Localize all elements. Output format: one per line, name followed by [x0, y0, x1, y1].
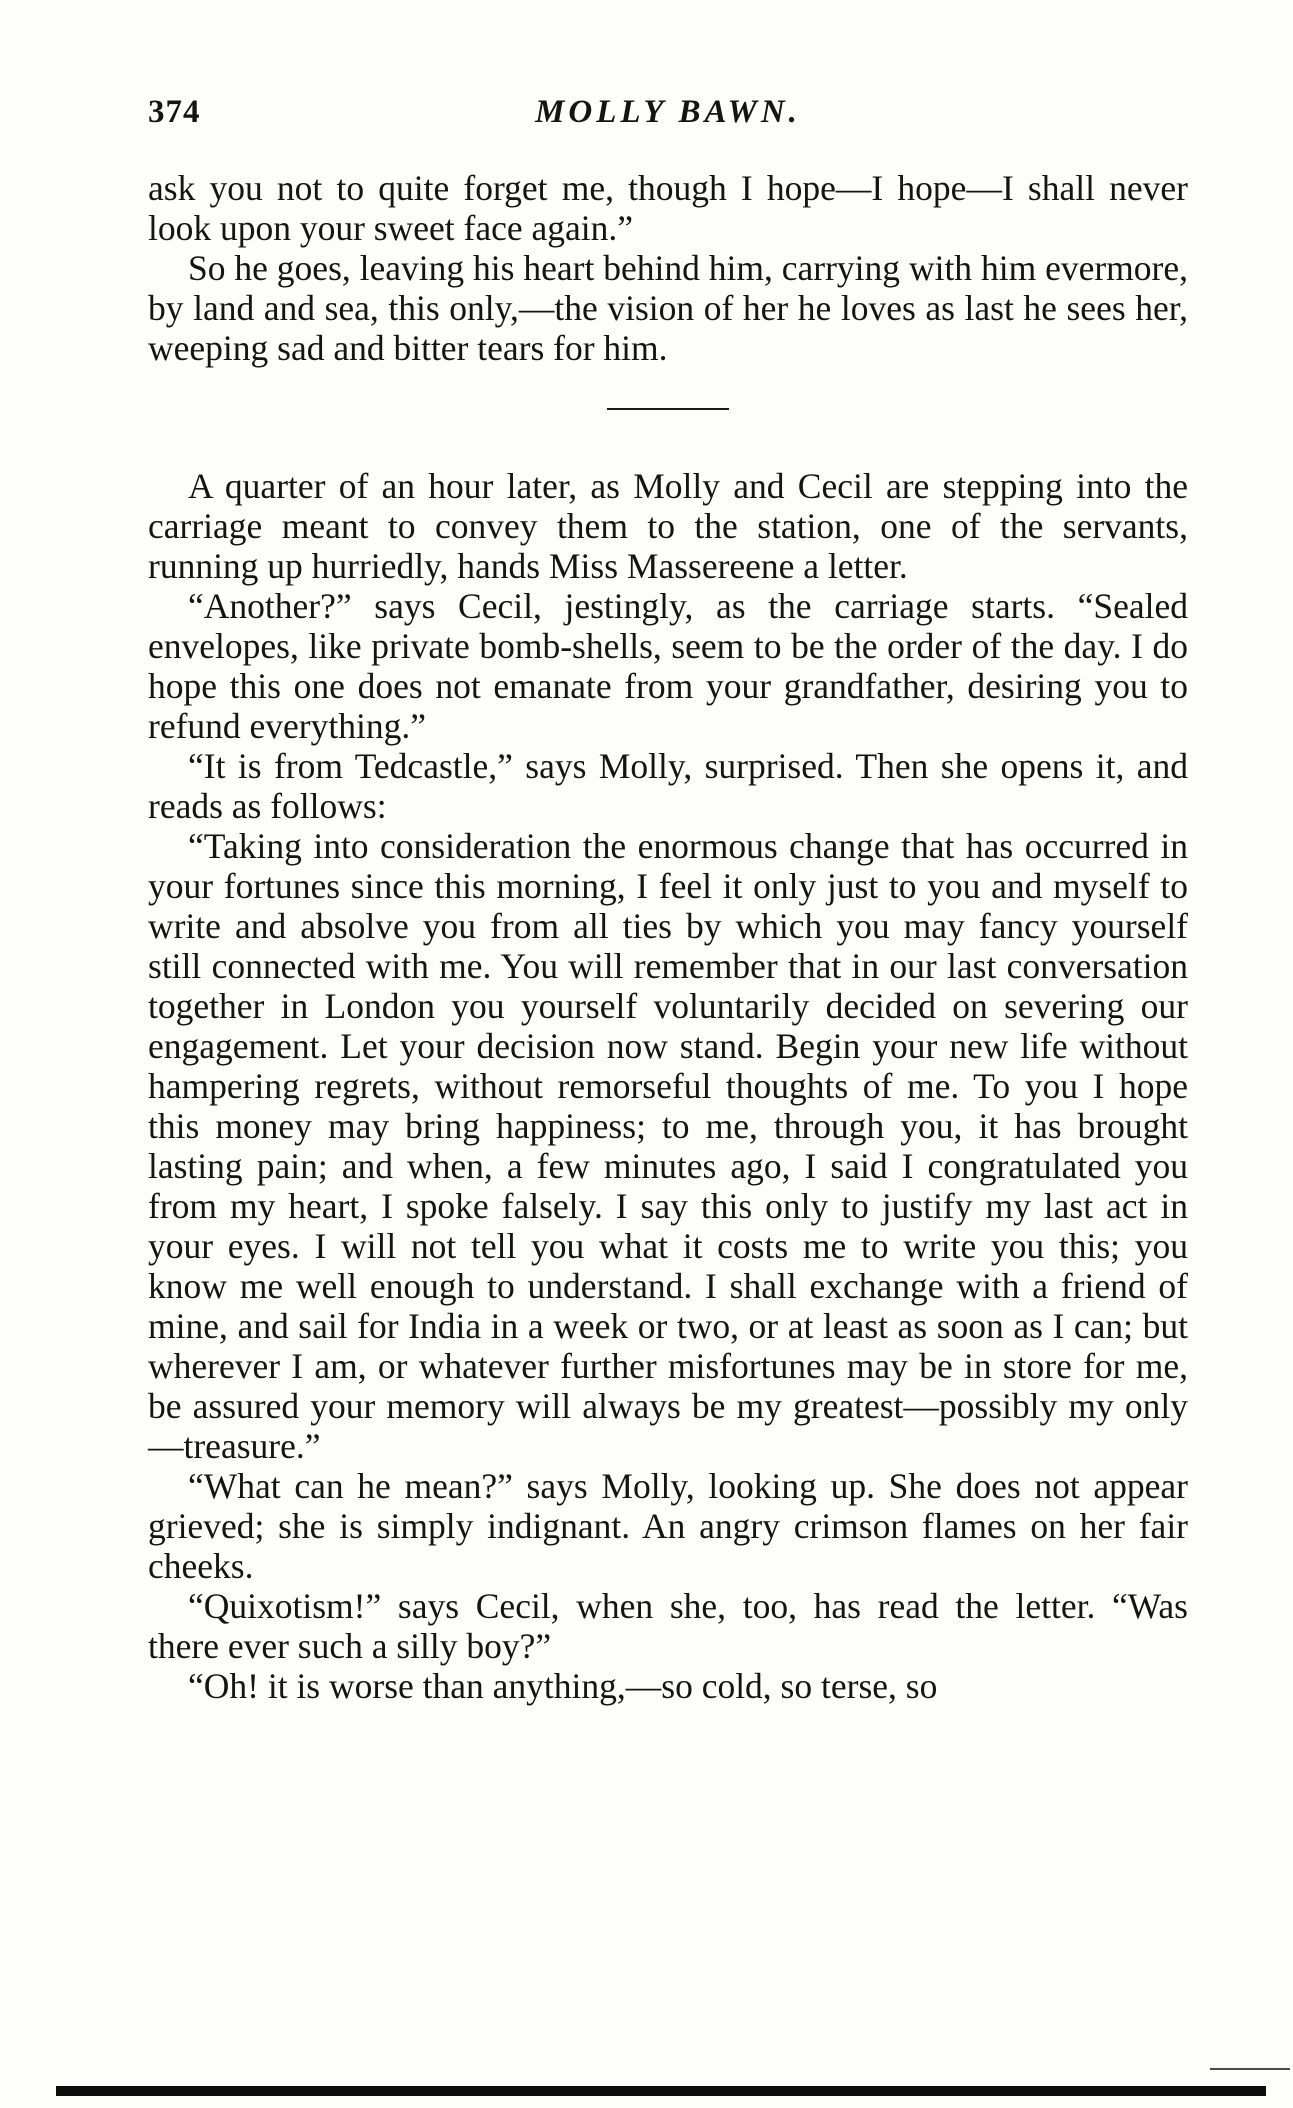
paragraph-departure: So he goes, leaving his heart behind him, carrying with him evermore, by land and sea, this only,—the vision of her he loves as last he sees her, weeping sad and bitter tears for him.: [148, 248, 1188, 368]
paragraph-continued: ask you not to quite forget me, though I hope—I hope—I shall never look upon your sweet face again.”: [148, 168, 1188, 248]
paragraph-another: “Another?” says Cecil, jestingly, as the carriage starts. “Sealed envelopes, like private bomb-shells, seem to be the order of the day. I do hope this one does not emanate from your grandfather, desiring you to refund everything.”: [148, 586, 1188, 746]
section-break-rule: [607, 408, 729, 410]
running-head: [148, 86, 1188, 138]
paragraph-quixotism: “Quixotism!” says Cecil, when she, too, has read the letter. “Was there ever such a silly boy?”: [148, 1586, 1188, 1666]
book-page: [148, 86, 1188, 1706]
paragraph-what-can-he-mean: “What can he mean?” says Molly, looking up. She does not appear grieved; she is simply indignant. An angry crimson flames on her fair cheeks.: [148, 1466, 1188, 1586]
running-title: MOLLY BAWN.: [535, 94, 801, 130]
bottom-page-border: [56, 2086, 1266, 2096]
paragraph-letter: “Taking into consideration the enormous change that has occurred in your fortunes since this morning, I feel it only just to you and myself to write and absolve you from all ties by which you may fancy yourself still connected with me. You will remember that in our last conversation together in London you yourself voluntarily decided on severing our engagement. Let your decision now stand. Begin your new life without hampering regrets, without remorseful thoughts of me. To you I hope this money may bring happiness; to me, through you, it has brought lasting pain; and when, a few minutes ago, I said I congratulated you from my heart, I spoke falsely. I say this only to justify my last act in your eyes. I will not tell you what it costs me to write you this; you know me well enough to understand. I shall exchange with a friend of mine, and sail for India in a week or two, or at least as soon as I can; but wherever I am, or whatever further misfortunes may be in store for me, be assured your memory will always be my greatest—possibly my only—treasure.”: [148, 826, 1188, 1466]
page-number: 374: [148, 94, 201, 130]
body-text: [148, 168, 1188, 1706]
page-edge-line: [1210, 2068, 1290, 2070]
paragraph-oh: “Oh! it is worse than anything,—so cold, so terse, so: [188, 1666, 938, 1706]
paragraph-carriage: A quarter of an hour later, as Molly and Cecil are stepping into the carriage meant to convey them to the station, one of the servants, running up hurriedly, hands Miss Massereene a letter.: [148, 466, 1188, 586]
paragraph-from-tedcastle: “It is from Tedcastle,” says Molly, surprised. Then she opens it, and reads as follows:: [148, 746, 1188, 826]
